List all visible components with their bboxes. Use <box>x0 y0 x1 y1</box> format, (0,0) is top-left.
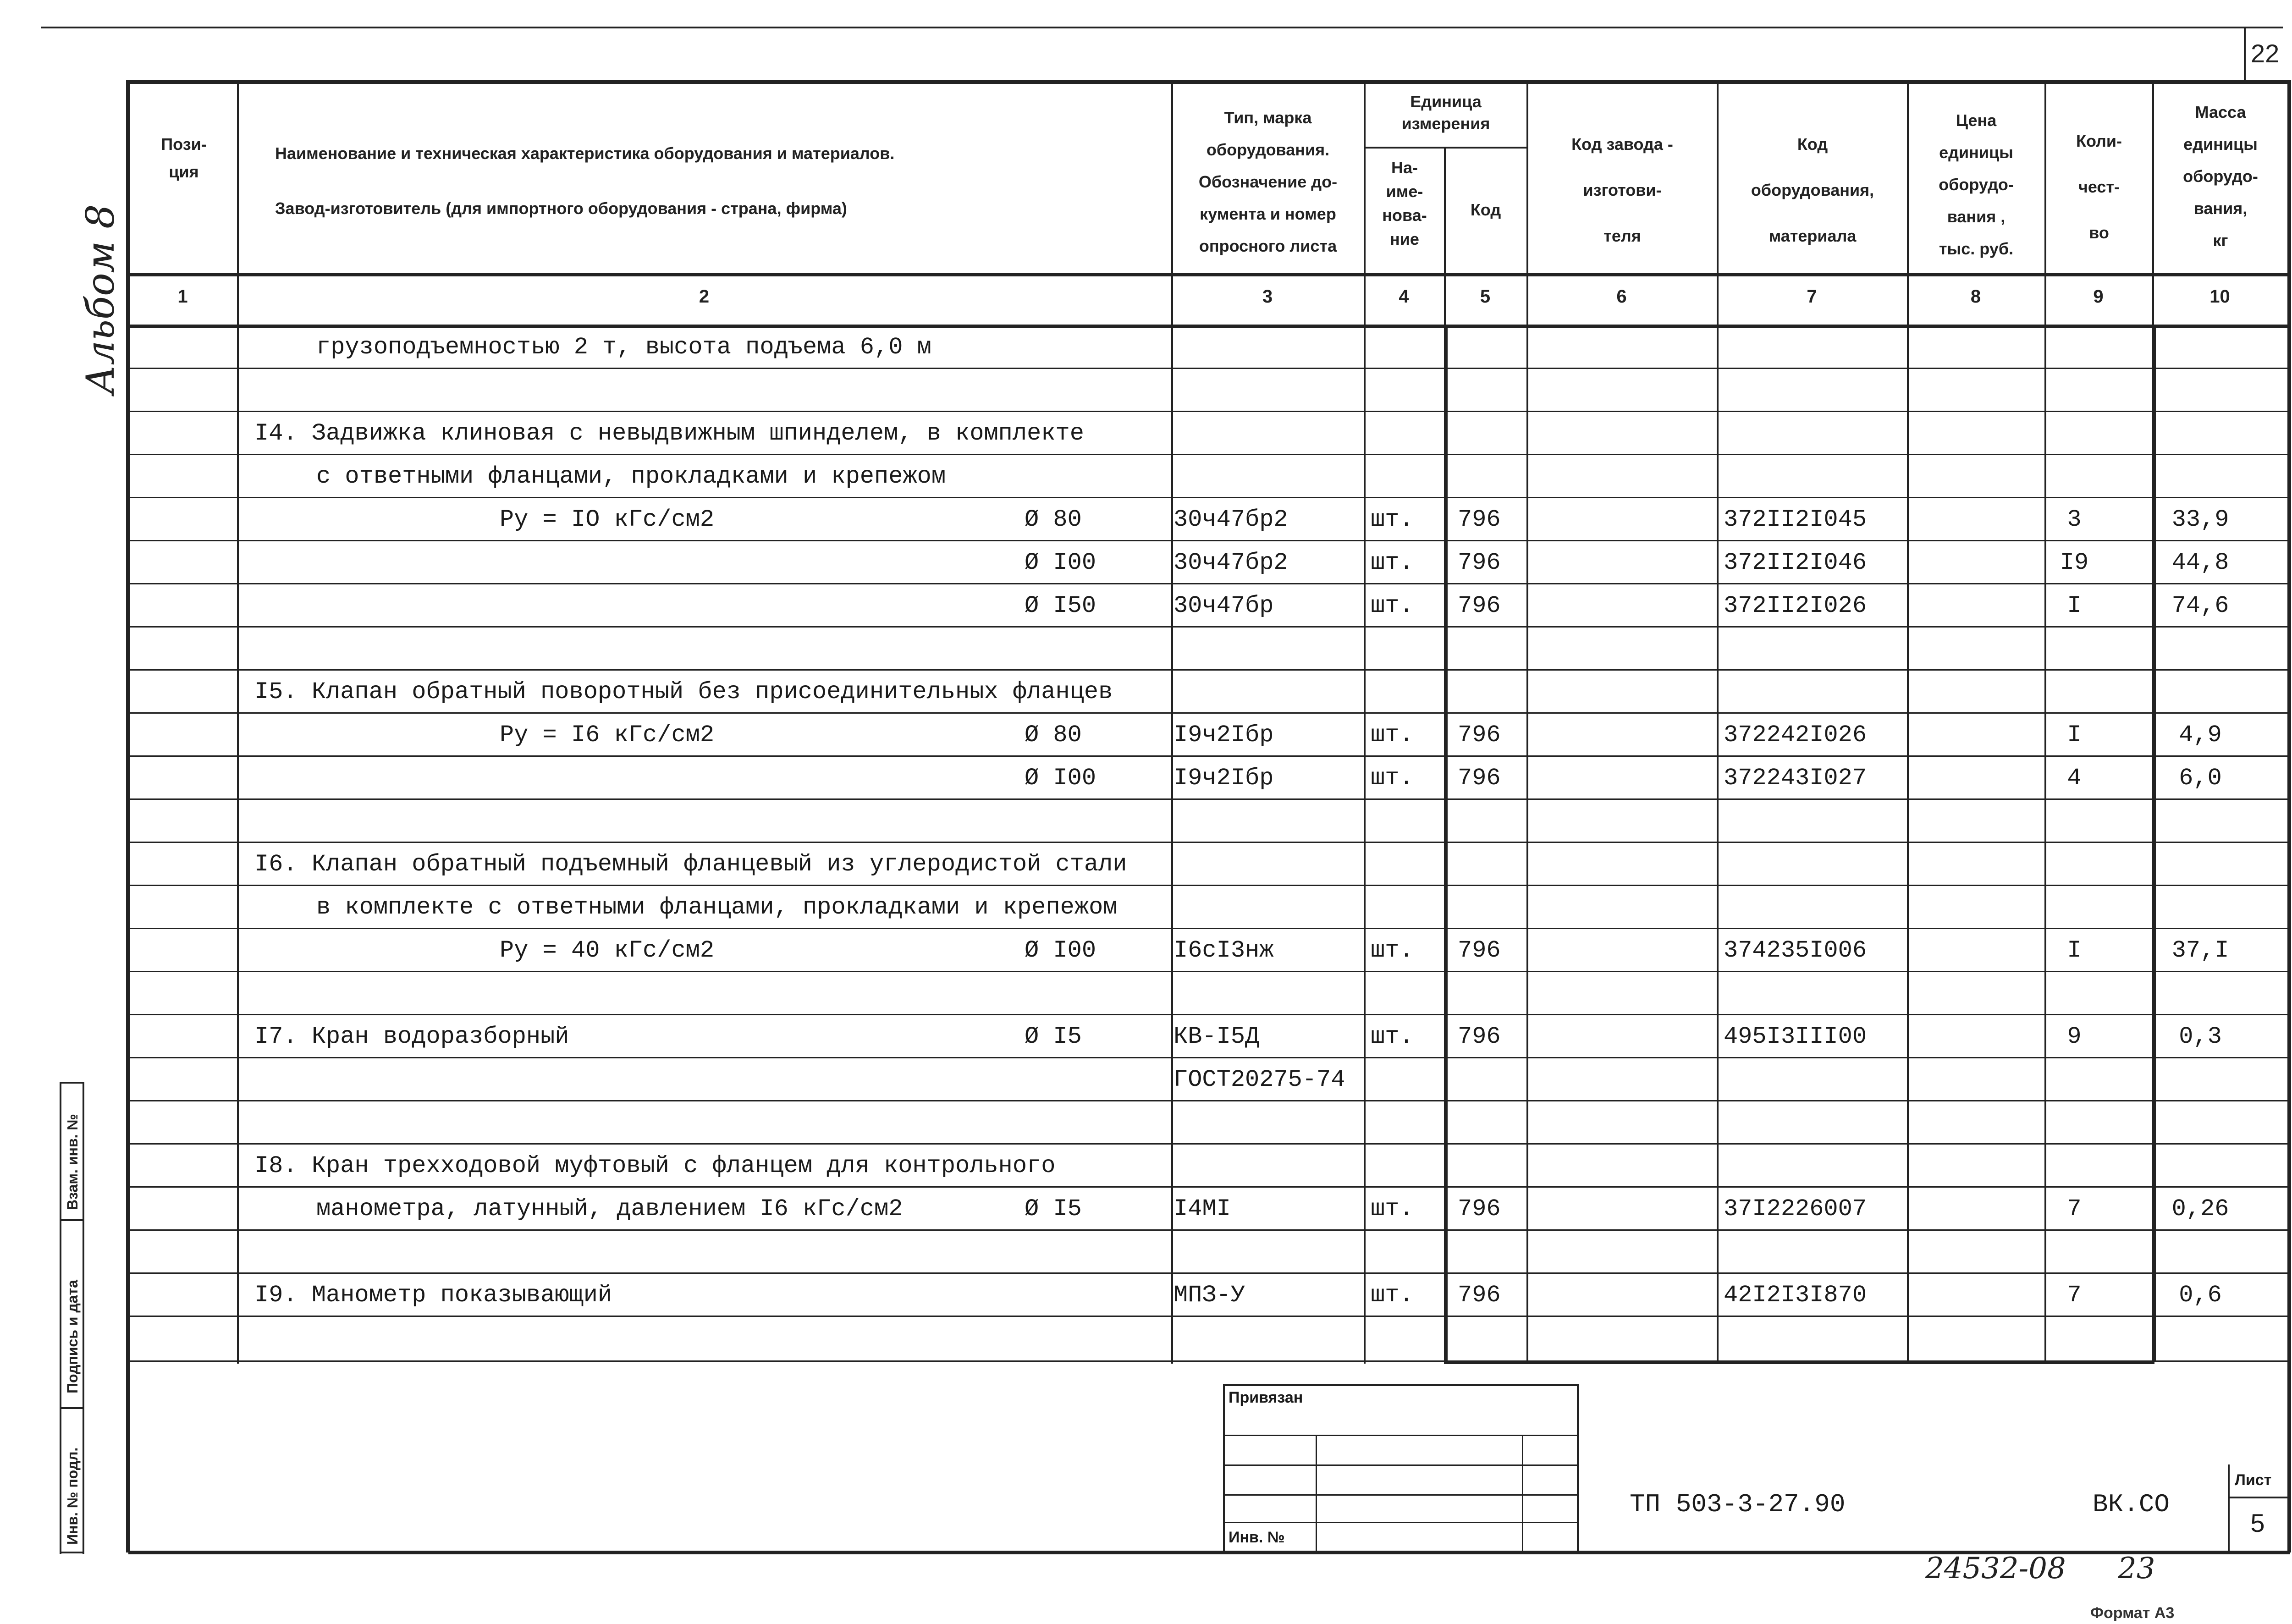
item-code: 372242I026 <box>1724 721 1867 749</box>
stamp-inv-podl: Инв. № подл. <box>64 1447 81 1545</box>
item-unit-code: 796 <box>1458 721 1501 749</box>
item-code: 372II2I026 <box>1724 592 1867 619</box>
item-type: 30ч47бр2 <box>1174 549 1288 576</box>
item-unit: шт. <box>1371 765 1414 792</box>
page-number: 22 <box>2251 39 2280 68</box>
item-code: 42I2I3I870 <box>1724 1282 1867 1309</box>
item-diameter: Ø I00 <box>1025 765 1096 792</box>
item-name: грузоподъемностью 2 т, высота подъема 6,0 м <box>316 334 931 361</box>
item-code: 495I3III00 <box>1724 1023 1867 1050</box>
header-unit-code: Код <box>1470 200 1501 219</box>
item-quantity: 4 <box>2067 765 2082 792</box>
album-note: Альбом 8 <box>78 204 123 394</box>
item-diameter: Ø I00 <box>1025 937 1096 964</box>
header-factory-code: Код завода - изготови- теля <box>1571 135 1673 245</box>
item-unit: шт. <box>1371 937 1414 964</box>
header-price: Цена единицы оборудо- вания , тыс. руб. <box>1939 111 2014 258</box>
item-quantity: I <box>2067 592 2082 619</box>
item-unit: шт. <box>1371 1023 1414 1050</box>
privyazan-label: Привязан <box>1229 1389 1303 1406</box>
item-unit-code: 796 <box>1458 592 1501 619</box>
item-type: I4MI <box>1174 1195 1231 1222</box>
item-diameter: Ø I00 <box>1025 549 1096 576</box>
item-type: КВ-I5Д <box>1174 1023 1260 1050</box>
item-unit: шт. <box>1371 1282 1414 1309</box>
header-name: Наименование и техническая характеристика оборудования и материалов. Завод-изготовитель (для импортного оборудования - страна, фирма) <box>275 144 895 218</box>
item-pressure: Ру = 40 кГс/см2 <box>500 937 715 964</box>
stamp-vzam-inv: Взам. инв. № <box>64 1114 81 1210</box>
item-mass: 0,26 <box>2171 1195 2229 1222</box>
item-mass: 33,9 <box>2171 506 2229 533</box>
item-mass: 4,9 <box>2179 721 2222 749</box>
item-unit-code: 796 <box>1458 1195 1501 1222</box>
item-name: манометра, латунный, давлением I6 кГс/см2 <box>316 1195 903 1222</box>
item-diameter: Ø 80 <box>1025 506 1082 533</box>
item-name: I4. Задвижка клиновая с невыдвижным шпинделем, в комплекте <box>254 420 1084 447</box>
item-type: 30ч47бр2 <box>1174 506 1288 533</box>
item-type: 30ч47бр <box>1174 592 1274 619</box>
document-mark: ВК.СО <box>2093 1490 2170 1519</box>
item-pressure: Ру = IO кГс/см2 <box>500 506 715 533</box>
item-mass: 0,3 <box>2179 1023 2222 1050</box>
header-mass: Масса единицы оборудо- вания, кг <box>2183 103 2258 250</box>
item-type: I9ч2Iбр <box>1174 765 1274 792</box>
item-standard: ГОСТ20275-74 <box>1174 1066 1345 1093</box>
item-quantity: I <box>2067 937 2082 964</box>
item-pressure: Ру = I6 кГс/см2 <box>500 721 715 749</box>
item-unit-code: 796 <box>1458 937 1501 964</box>
item-quantity: I9 <box>2060 549 2089 576</box>
header-type: Тип, марка оборудования. Обозначение до- кумента и номер опросного листа <box>1198 108 1338 255</box>
header-quantity: Коли- чест- во <box>2076 132 2122 242</box>
item-unit-code: 796 <box>1458 765 1501 792</box>
item-code: 374235I006 <box>1724 937 1867 964</box>
sheet-label: Лист <box>2235 1471 2272 1489</box>
item-quantity: I <box>2067 721 2082 749</box>
archive-page: 23 <box>2118 1552 2155 1585</box>
item-unit-code: 796 <box>1458 506 1501 533</box>
stamp-signature-date: Подпись и дата <box>64 1280 81 1393</box>
header-equipment-code: Код оборудования, материала <box>1751 135 1874 245</box>
header-unit-group: Единица измерения <box>1401 92 1490 133</box>
item-unit-code: 796 <box>1458 549 1501 576</box>
item-unit: шт. <box>1371 549 1414 576</box>
item-code: 372243I027 <box>1724 765 1867 792</box>
item-unit-code: 796 <box>1458 1023 1501 1050</box>
item-quantity: 7 <box>2067 1282 2082 1309</box>
item-unit: шт. <box>1371 592 1414 619</box>
item-type: МПЗ-У <box>1174 1282 1245 1309</box>
item-name: I5. Клапан обратный поворотный без присоединительных фланцев <box>254 678 1113 705</box>
item-name: I8. Кран трехходовой муфтовый с фланцем для контрольного <box>254 1152 1056 1179</box>
item-name: в комплекте с ответными фланцами, прокладками и крепежом <box>316 894 1118 921</box>
item-code: 37I2226007 <box>1724 1195 1867 1222</box>
item-mass: 6,0 <box>2179 765 2222 792</box>
item-diameter: Ø 80 <box>1025 721 1082 749</box>
format-label: Формат А3 <box>2090 1604 2175 1622</box>
inv-no-label: Инв. № <box>1229 1529 1285 1546</box>
item-code: 372II2I045 <box>1724 506 1867 533</box>
item-name: I9. Манометр показывающий <box>254 1282 612 1309</box>
item-unit: шт. <box>1371 721 1414 749</box>
item-type: I6cI3нж <box>1174 937 1274 964</box>
item-type: I9ч2Iбр <box>1174 721 1274 749</box>
item-quantity: 7 <box>2067 1195 2082 1222</box>
archive-number: 24532-08 <box>1925 1552 2066 1585</box>
item-mass: 74,6 <box>2171 592 2229 619</box>
item-mass: 44,8 <box>2171 549 2229 576</box>
item-unit: шт. <box>1371 506 1414 533</box>
item-code: 372II2I046 <box>1724 549 1867 576</box>
item-name: с ответными фланцами, прокладками и крепежом <box>316 463 946 490</box>
header-unit-name: На- име- нова- ние <box>1382 158 1427 248</box>
item-diameter: Ø I50 <box>1025 592 1096 619</box>
item-mass: 37,I <box>2171 937 2229 964</box>
item-name: I7. Кран водоразборный <box>254 1023 569 1050</box>
item-diameter: Ø I5 <box>1025 1195 1082 1222</box>
item-name: I6. Клапан обратный подъемный фланцевый из углеродистой стали <box>254 851 1127 878</box>
header-position: Пози- ция <box>161 135 207 181</box>
item-unit-code: 796 <box>1458 1282 1501 1309</box>
document-code: ТП 503-3-27.90 <box>1630 1490 1846 1519</box>
item-diameter: Ø I5 <box>1025 1023 1082 1050</box>
sheet-number: 5 <box>2250 1508 2265 1537</box>
item-mass: 0,6 <box>2179 1282 2222 1309</box>
item-unit: шт. <box>1371 1195 1414 1222</box>
item-quantity: 3 <box>2067 506 2082 533</box>
item-quantity: 9 <box>2067 1023 2082 1050</box>
